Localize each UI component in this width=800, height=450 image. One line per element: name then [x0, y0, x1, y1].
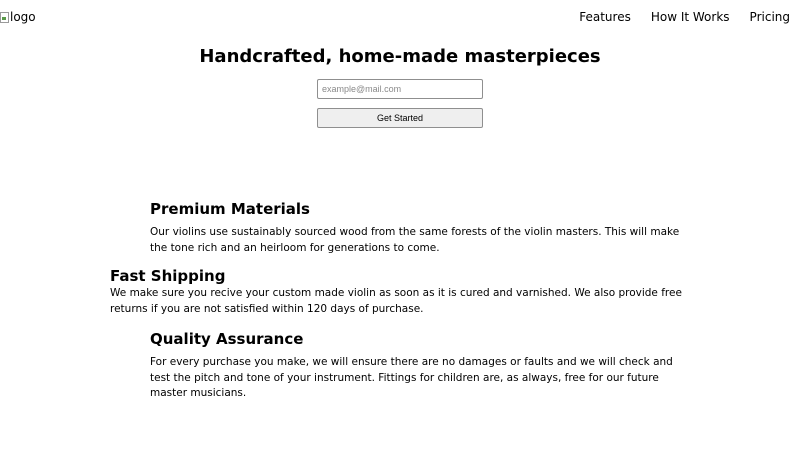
nav-link-pricing[interactable]: Pricing	[749, 10, 790, 24]
logo[interactable]	[0, 9, 36, 25]
feature-description: For every purchase you make, we will ensure there are no damages or faults and we will check and test the pitch and tone of your instrument. Fittings for children are, as always, free for our future master musicians.	[150, 356, 673, 399]
site-header	[0, 0, 800, 34]
email-input[interactable]	[317, 79, 483, 99]
logo-alt-text: logo	[10, 10, 36, 24]
feature-description: Our violins use sustainably sourced wood from the same forests of the violin masters. This will make the tone rich and an heirloom for generations to come.	[150, 226, 680, 254]
feature-description: We make sure you recive your custom made violin as soon as it is cured and varnished. We also provide free returns if you are not satisfied within 120 days of purchase.	[110, 287, 682, 315]
main-nav	[559, 9, 790, 25]
hero-title: Handcrafted, home-made masterpieces	[199, 46, 601, 67]
nav-link-how-it-works[interactable]: How It Works	[650, 10, 730, 24]
get-started-button[interactable]: Get Started	[317, 108, 483, 128]
feature-title: Quality Assurance	[150, 330, 304, 348]
feature-premium-materials	[150, 199, 680, 256]
feature-quality-assurance	[150, 329, 680, 402]
feature-fast-shipping	[110, 266, 700, 317]
feature-title: Premium Materials	[150, 200, 310, 218]
broken-image-icon	[0, 12, 9, 23]
nav-link-features[interactable]: Features	[579, 10, 631, 24]
feature-title: Fast Shipping	[110, 267, 226, 285]
